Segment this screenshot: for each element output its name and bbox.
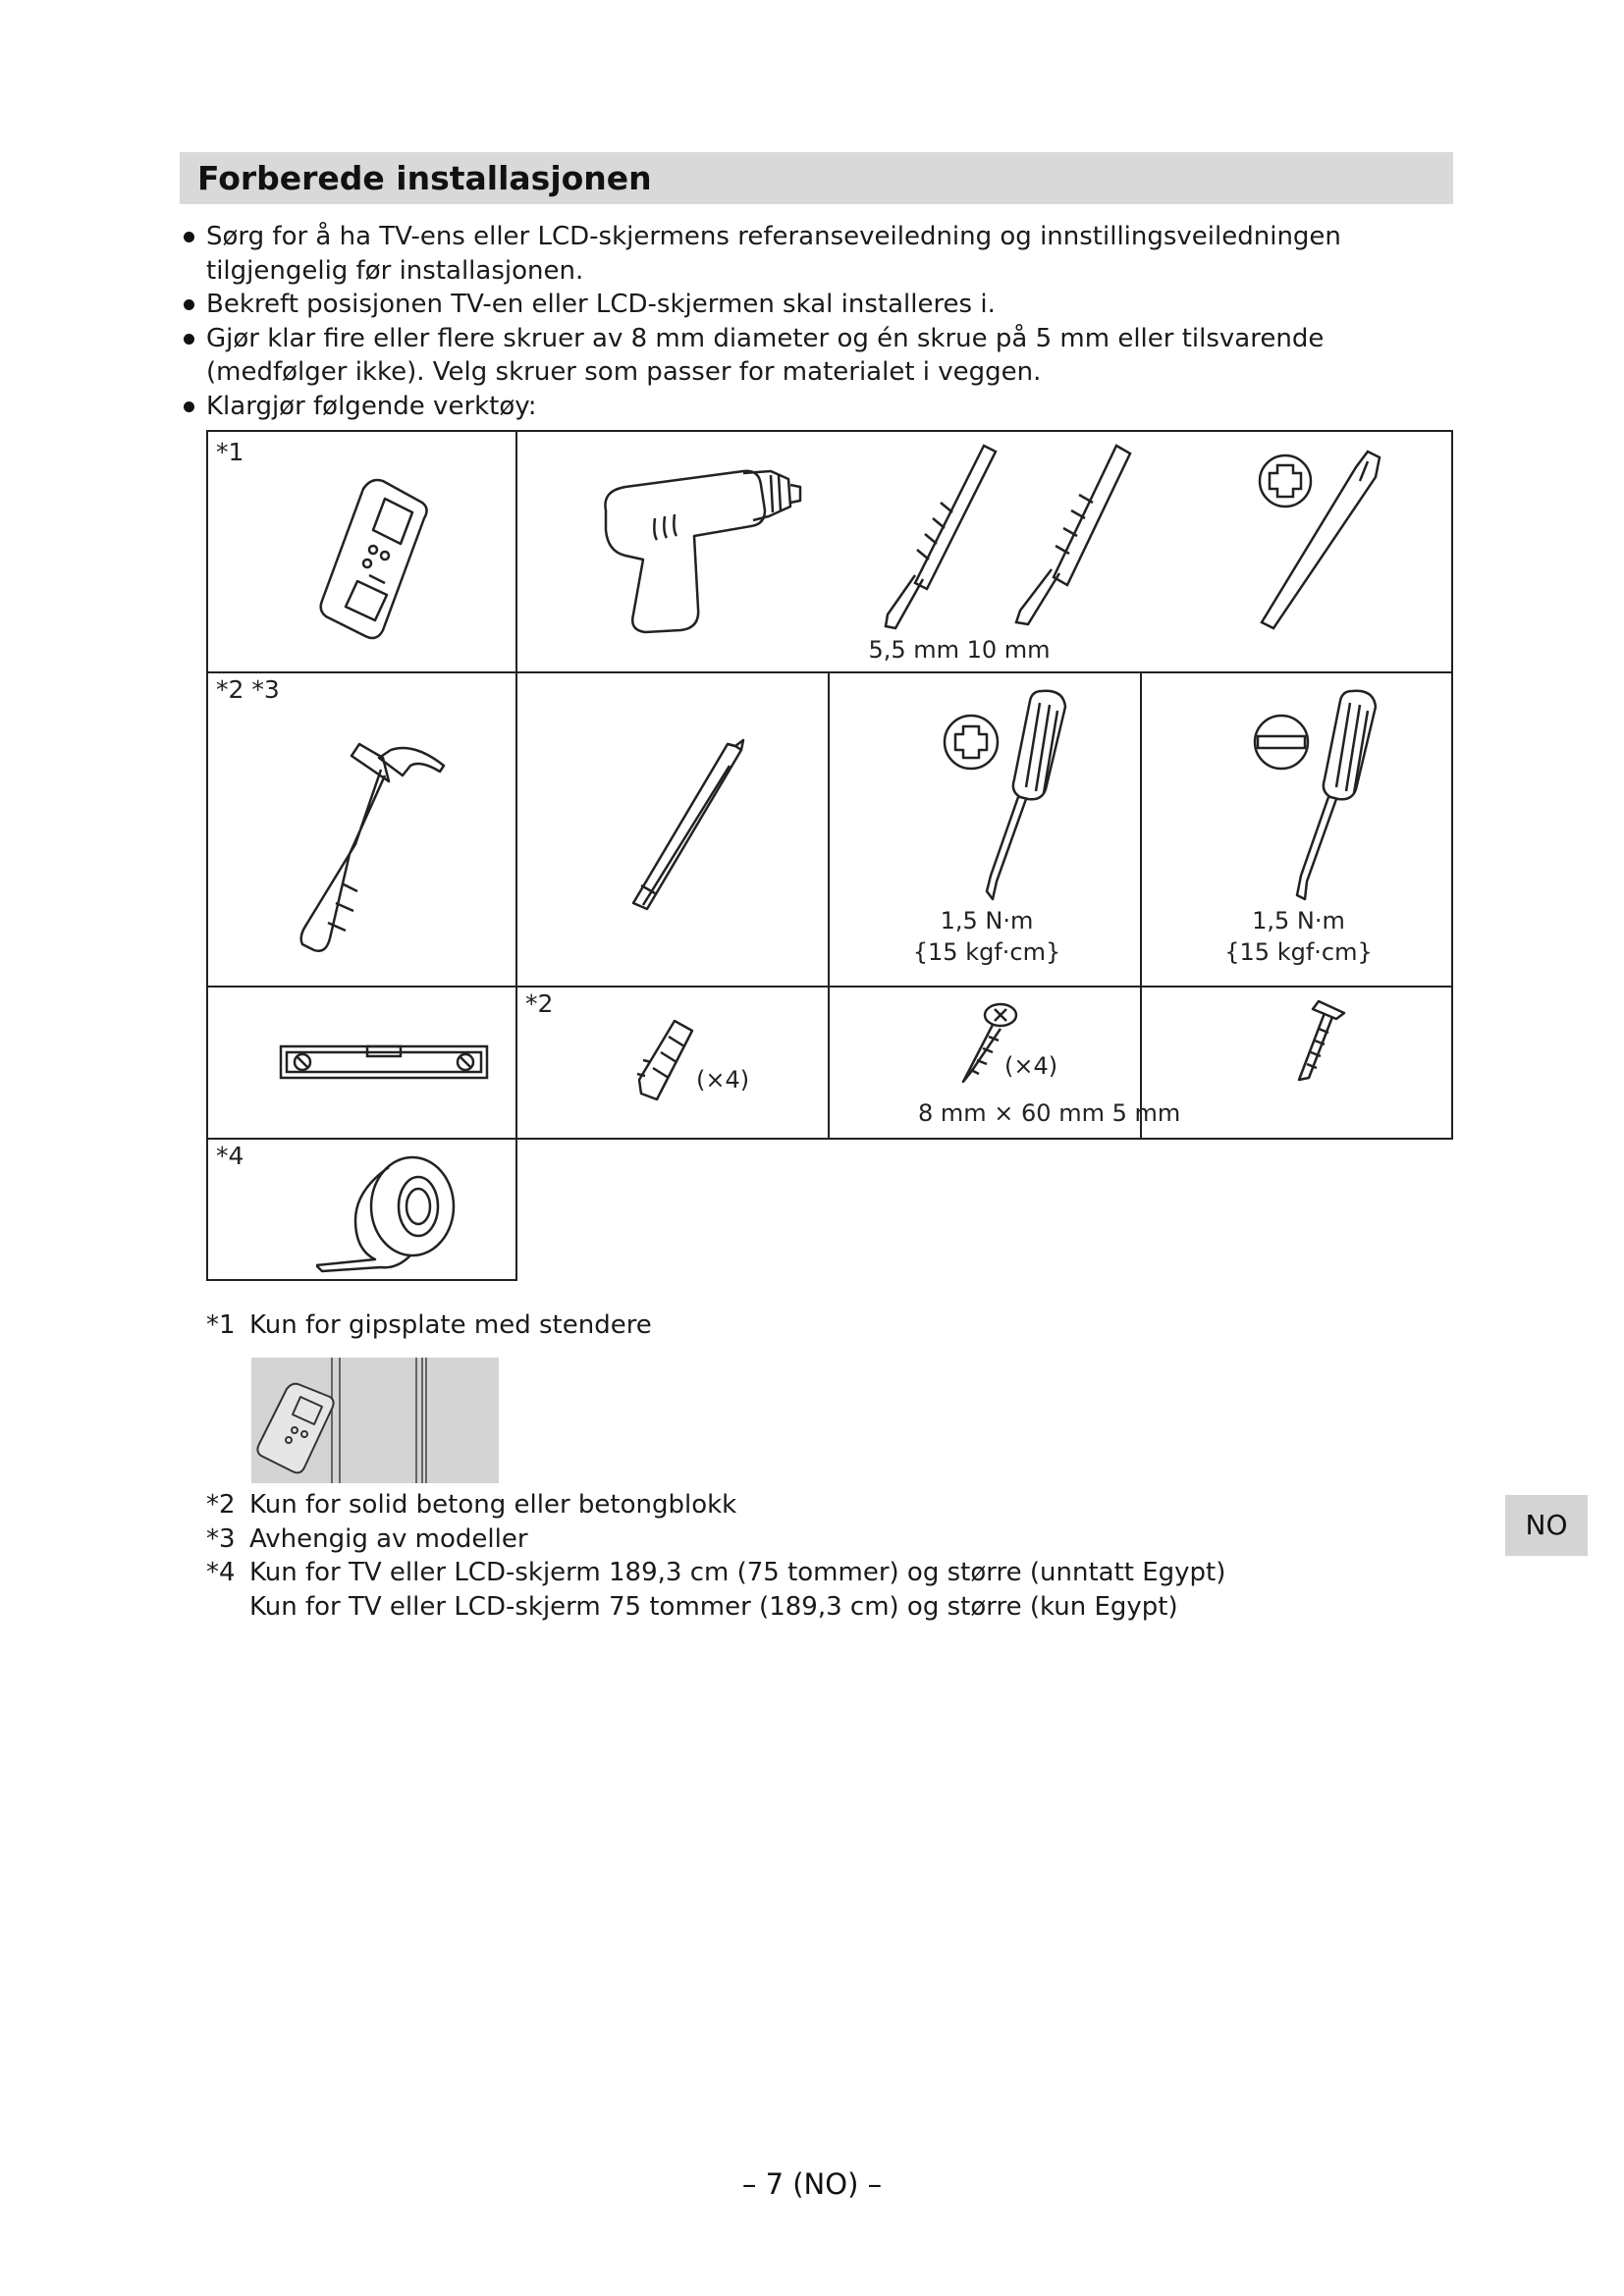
tool-cell-flathead-screwdriver — [1140, 671, 1453, 988]
footnote-text: Kun for solid betong eller betongblokk — [249, 1490, 737, 1520]
footnote — [206, 1310, 652, 1340]
section-header — [180, 152, 1453, 204]
footnote-text: Kun for gipsplate med stendere — [249, 1310, 652, 1340]
footnote-mark: *2 — [525, 989, 554, 1018]
torque-value-kgf: {15 kgf·cm} — [912, 938, 1061, 966]
spirit-level-icon — [279, 1041, 489, 1084]
torque-value-kgf: {15 kgf·cm} — [1224, 938, 1373, 966]
language-tab: NO — [1505, 1495, 1588, 1556]
bullet-item: Gjør klar fire eller flere skruer av 8 mm diameter og én skrue på 5 mm eller tilsvarende (medfølger ikke). Velg skruer som passer for materialet i veggen. — [181, 322, 1467, 390]
phillips-bit-icon — [1254, 442, 1391, 638]
footnote-text: Kun for TV eller LCD-skjerm 189,3 cm (75 tommer) og større (unntatt Egypt) — [249, 1558, 1226, 1587]
preparation-list — [181, 220, 1467, 423]
footnote-key: *4 — [206, 1558, 236, 1587]
tool-cell-stud-finder — [206, 430, 517, 673]
stud-finder-photo — [251, 1358, 499, 1483]
footnote-key: *1 — [206, 1310, 236, 1340]
pencil-icon — [625, 736, 753, 913]
screws-quantity: (×4) — [1004, 1052, 1058, 1080]
small-screw-icon — [1289, 997, 1348, 1088]
tools-table — [206, 430, 1453, 1281]
footnote-key: *2 — [206, 1490, 236, 1520]
footnote-mark: *2 *3 — [216, 675, 280, 704]
torque-value: 1,5 N·m — [940, 907, 1034, 934]
tool-cell-anchors — [515, 986, 830, 1140]
power-drill-icon — [596, 461, 802, 648]
drill-bit-icon — [866, 442, 1013, 638]
tool-cell-hammer — [206, 671, 517, 988]
torque-value: 1,5 N·m — [1252, 907, 1345, 934]
section-title: Forberede installasjonen — [197, 159, 652, 197]
tool-cell-tape — [206, 1138, 517, 1281]
footnote-text: Kun for TV eller LCD-skjerm 75 tommer (189,3 cm) og større (kun Egypt) — [249, 1591, 1178, 1622]
tool-cell-level — [206, 986, 517, 1140]
bullet-item: Bekreft posisjonen TV-en eller LCD-skjermen skal installeres i. — [181, 288, 1467, 322]
tool-cell-pencil — [515, 671, 830, 988]
bullet-item: Sørg for å ha TV-ens eller LCD-skjermens referanseveiledning og innstillingsveiledningen tilgjengelig før installasjonen. — [181, 220, 1467, 288]
flathead-screwdriver-icon — [1246, 681, 1393, 907]
hammer-icon — [297, 736, 454, 962]
footnote-mark: *1 — [216, 438, 244, 466]
stud-finder-icon — [314, 473, 442, 650]
drill-bit-icon — [999, 442, 1146, 638]
footnote-text: Avhengig av modeller — [249, 1523, 528, 1554]
tool-cell-screws — [828, 986, 1181, 1140]
bullet-item: Klargjør følgende verktøy: — [181, 390, 1467, 424]
wall-anchor-icon — [635, 1017, 704, 1105]
footnote-mark: *4 — [216, 1142, 244, 1170]
drill-bit-sizes: 5,5 mm 10 mm — [868, 636, 1051, 664]
page-number: – 7 (NO) – — [741, 2167, 883, 2201]
tool-cell-small-screw — [1140, 986, 1453, 1140]
anchors-quantity: (×4) — [696, 1066, 750, 1094]
footnote-key: *3 — [206, 1523, 236, 1554]
footnotes-list — [206, 1488, 1225, 1624]
tool-cell-phillips-screwdriver — [828, 671, 1142, 988]
tool-cell-drill — [515, 430, 1453, 673]
screw-sizes: 8 mm × 60 mm 5 mm — [918, 1099, 1181, 1127]
phillips-screwdriver-icon — [936, 681, 1083, 907]
footnote-key — [206, 1590, 249, 1625]
tape-icon — [316, 1151, 463, 1275]
